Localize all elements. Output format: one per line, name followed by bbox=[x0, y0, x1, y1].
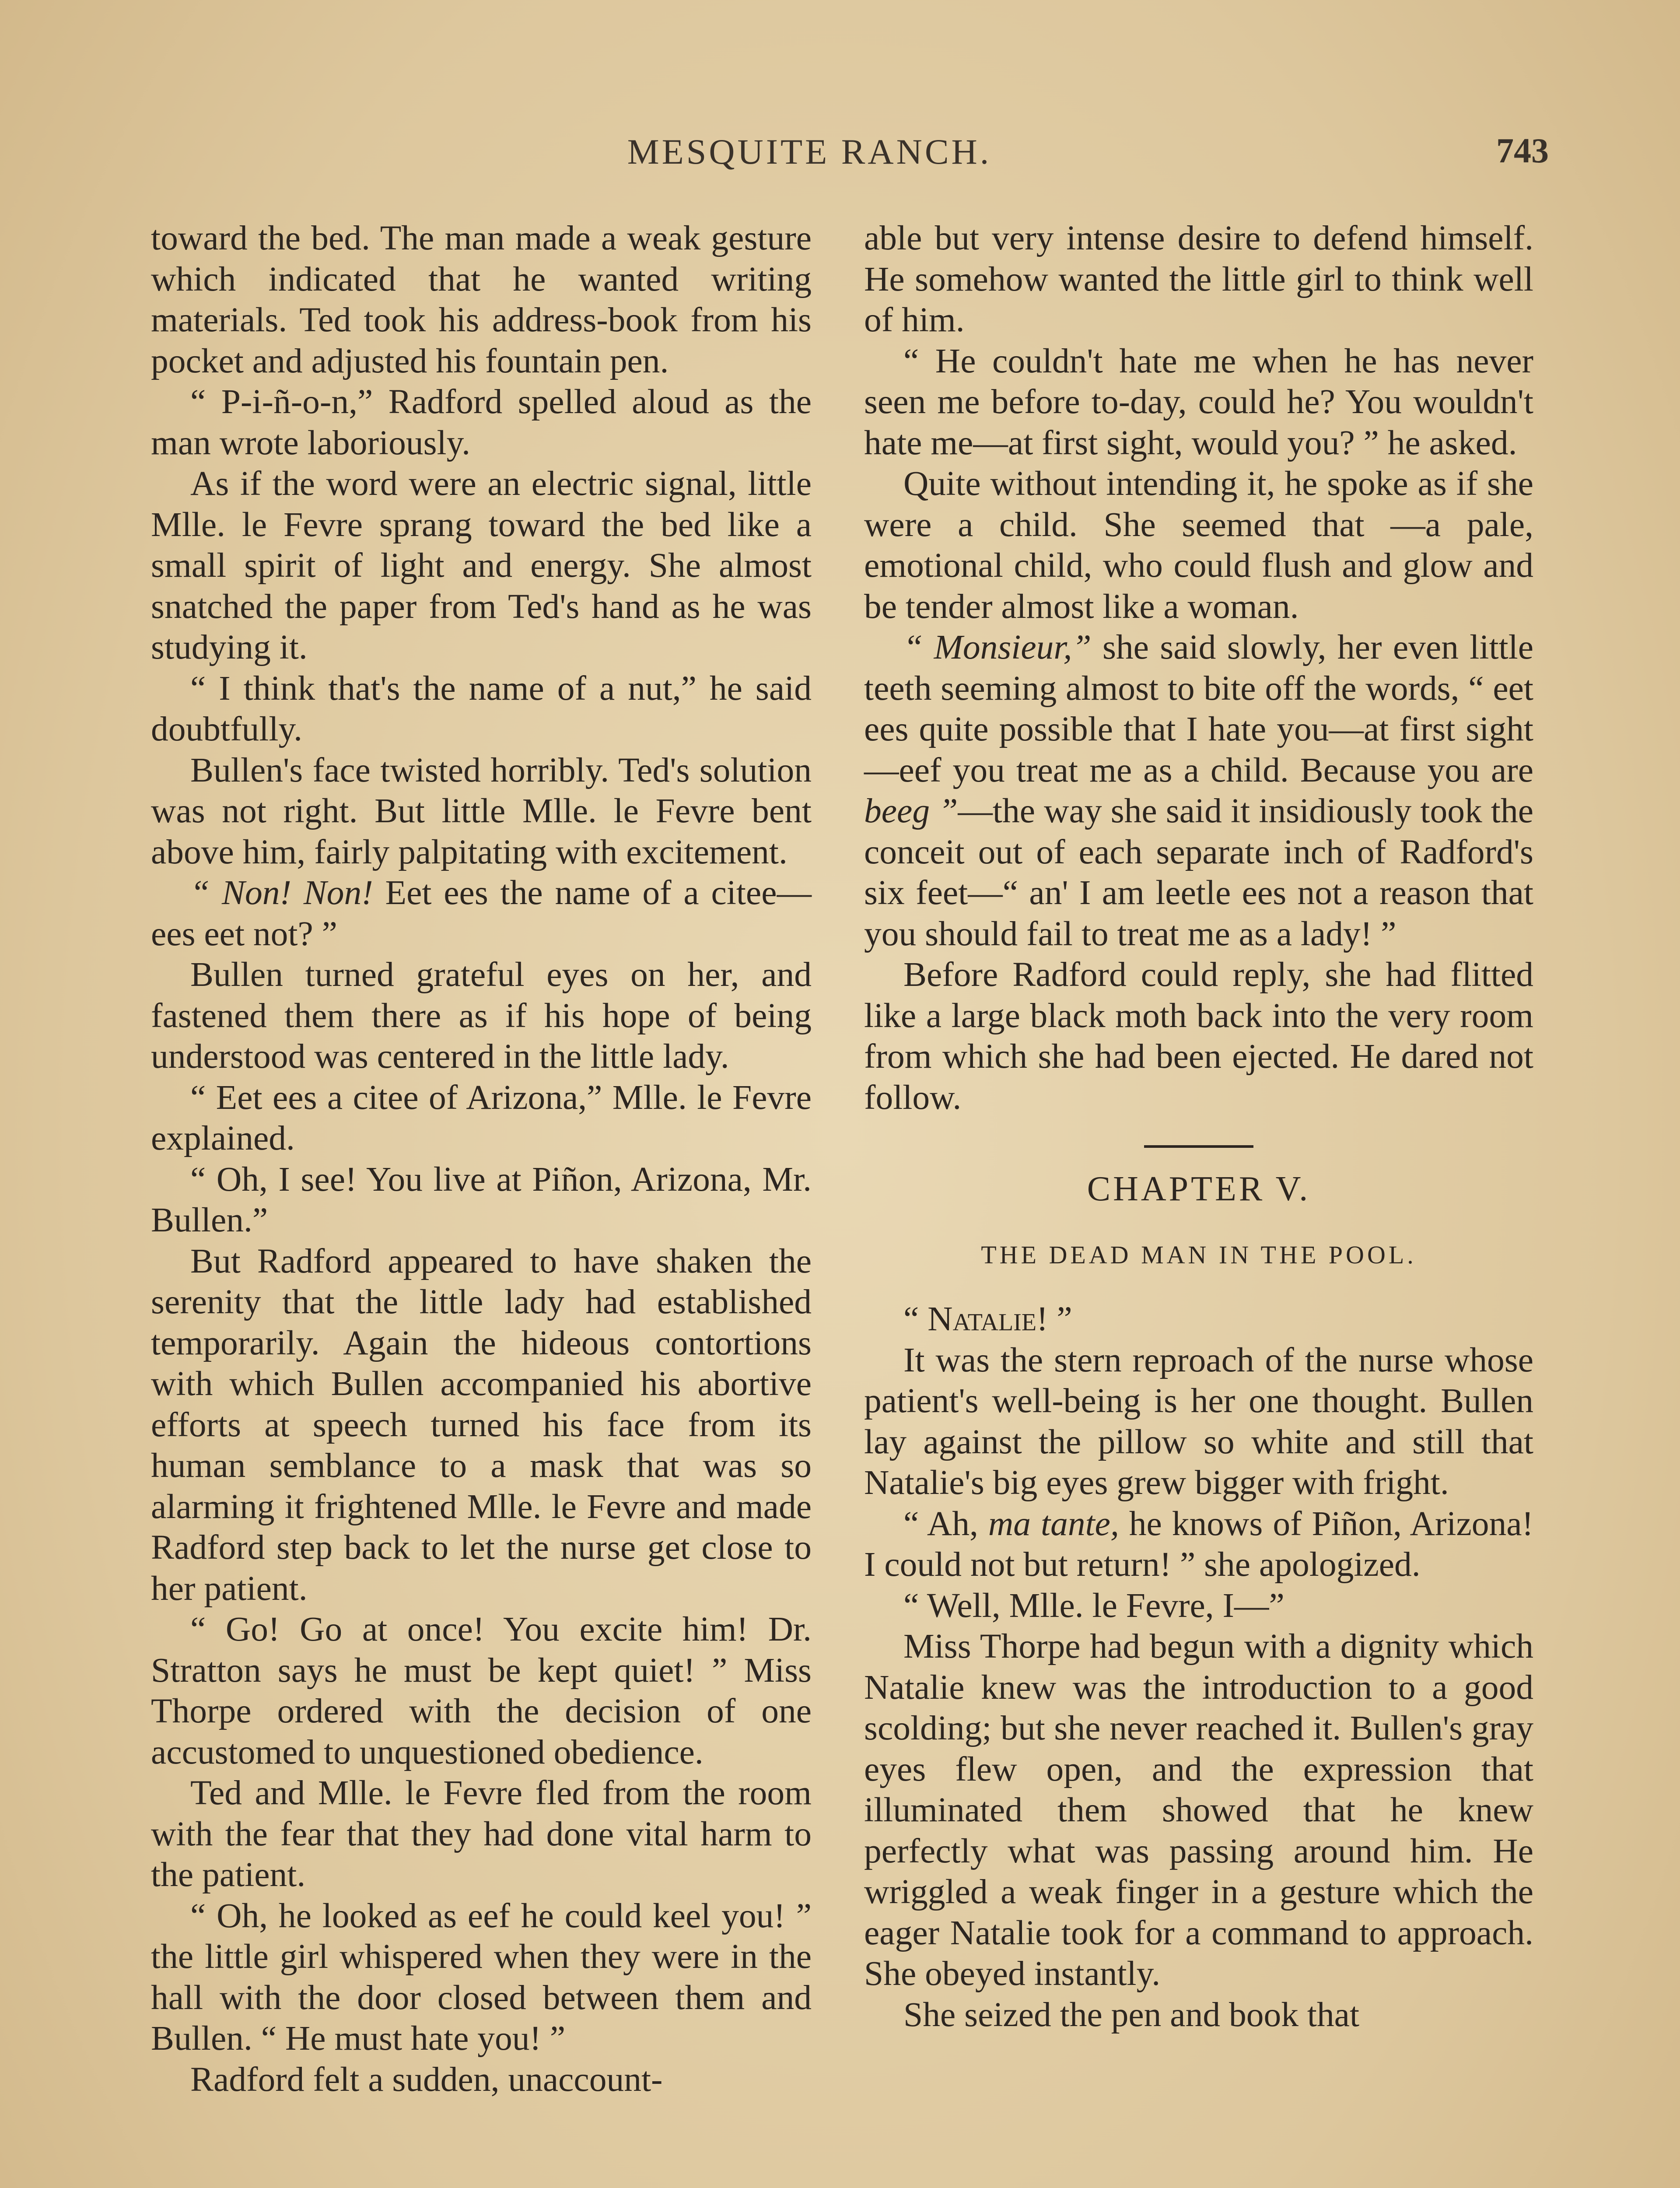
paragraph: “ Well, Mlle. le Fevre, I—” bbox=[903, 1586, 1284, 1625]
paragraph: “ He couldn't hate me when he has never seen me before to-day, could he? You wouldn't hate me—at first sight, would you? ” he asked. bbox=[864, 341, 1533, 462]
paragraph: able but very intense desire to defend himself. He somehow wanted the little girl to think well of him. bbox=[864, 219, 1533, 339]
paragraph: “ Oh, I see! You live at Piñon, Arizona, Mr. Bullen.” bbox=[151, 1160, 812, 1239]
paragraph: She seized the pen and book that bbox=[903, 1995, 1360, 2034]
right-column bbox=[864, 218, 1533, 2035]
paragraph: “ P-i-ñ-o-n,” Radford spelled aloud as the man wrote laboriously. bbox=[151, 382, 812, 462]
paragraph-text: she said slowly, her even little teeth seeming almost to bite off the words, “ eet ees quite possible that I hate you—at first sight—eef you treat me as a child. Because you are bbox=[864, 628, 1533, 789]
paragraph: Bullen's face twisted horribly. Ted's solution was not right. But little Mlle. le Fevre bent above him, fairly palpitating with excitement. bbox=[151, 750, 812, 871]
paragraph: toward the bed. The man made a weak gesture which indicated that he wanted writing materials. Ted took his address-book from his pocket and adjusted his fountain pen. bbox=[151, 219, 812, 380]
paragraph: Miss Thorpe had begun with a dignity which Natalie knew was the introduction to a good scolding; but she never reached it. Bullen's gray eyes flew open, and the expression that illuminated them showed that he knew perfectly what was passing around him. He wriggled a weak finger in a gesture which the eager Natalie took for a command to approach. She obeyed instantly. bbox=[864, 1627, 1533, 1993]
paragraph: As if the word were an electric signal, little Mlle. le Fevre sprang toward the bed like a small spirit of light and energy. She almost snatched the paper from Ted's hand as he was studying it. bbox=[151, 464, 812, 666]
italic-text: “ Non! Non! bbox=[190, 873, 373, 912]
chapter-title: CHAPTER V. bbox=[1087, 1170, 1311, 1208]
paragraph-text: Eet ees the name of a citee—ees eet not? ” bbox=[151, 873, 812, 953]
paragraph-text: —the way she said it insidiously took the conceit out of each separate inch of Radford's six feet—“ an' I am leetle ees not a reason that you should fail to treat me as a lady! ” bbox=[864, 792, 1533, 953]
paragraph-text: he knows of Piñon, Arizona! I could not but return! ” she apologized. bbox=[864, 1504, 1534, 1584]
paragraph: It was the stern reproach of the nurse whose patient's well-being is her one thought. Bullen lay against the pillow so white and still that Natalie's big eyes grew bigger with fright. bbox=[864, 1340, 1533, 1502]
italic-text: ma tante, bbox=[988, 1504, 1119, 1543]
paragraph: Ted and Mlle. le Fevre fled from the room with the fear that they had done vital harm to the patient. bbox=[151, 1774, 812, 1894]
italic-text: beeg ” bbox=[864, 792, 958, 830]
left-column bbox=[151, 218, 812, 2100]
paragraph: Before Radford could reply, she had flitted like a large black moth back into the very room from which she had been ejected. He dared not follow. bbox=[864, 955, 1533, 1117]
paragraph: Bullen turned grateful eyes on her, and fastened them there as if his hope of being understood was centered in the little lady. bbox=[151, 955, 812, 1076]
paragraph: But Radford appeared to have shaken the serenity that the little lady had established temporarily. Again the hideous contortions with which Bullen accompanied his abortive efforts at speech turned his face from its human semblance to a mask that was so alarming it frightened Mlle. le Fevre and made Radford step back to let the nurse get close to her patient. bbox=[151, 1241, 812, 1608]
paragraph: Quite without intending it, he spoke as if she were a child. She seemed that —a pale, emotional child, who could flush and glow and be tender almost like a woman. bbox=[864, 464, 1533, 626]
italic-text: “ Monsieur,” bbox=[903, 628, 1092, 666]
paragraph bbox=[864, 627, 1533, 954]
paragraph: “ Oh, he looked as eef he could keel you! ” the little girl whispered when they were in the hall with the door closed between them and Bullen. “ He must hate you! ” bbox=[151, 1896, 812, 2058]
paragraph bbox=[151, 873, 812, 954]
paragraph: “ Go! Go at once! You excite him! Dr. Stratton says he must be kept quiet! ” Miss Thorpe ordered with the decision of one accustomed to unquestioned obedience. bbox=[151, 1610, 812, 1771]
paragraph: “ Eet ees a citee of Arizona,” Mlle. le Fevre explained. bbox=[151, 1078, 812, 1157]
running-head: MESQUITE RANCH. bbox=[627, 132, 992, 172]
page-number: 743 bbox=[1496, 132, 1549, 170]
paragraph bbox=[864, 1504, 1533, 1585]
chapter-subtitle: THE DEAD MAN IN THE POOL. bbox=[981, 1240, 1417, 1269]
section-divider bbox=[1144, 1145, 1253, 1148]
paragraph: “ I think that's the name of a nut,” he said doubtfully. bbox=[151, 669, 812, 748]
paragraph: Radford felt a sudden, unaccount- bbox=[190, 2060, 663, 2099]
paragraph-text: “ Ah, bbox=[903, 1504, 988, 1543]
paragraph: “ Natalie! ” bbox=[903, 1300, 1072, 1338]
